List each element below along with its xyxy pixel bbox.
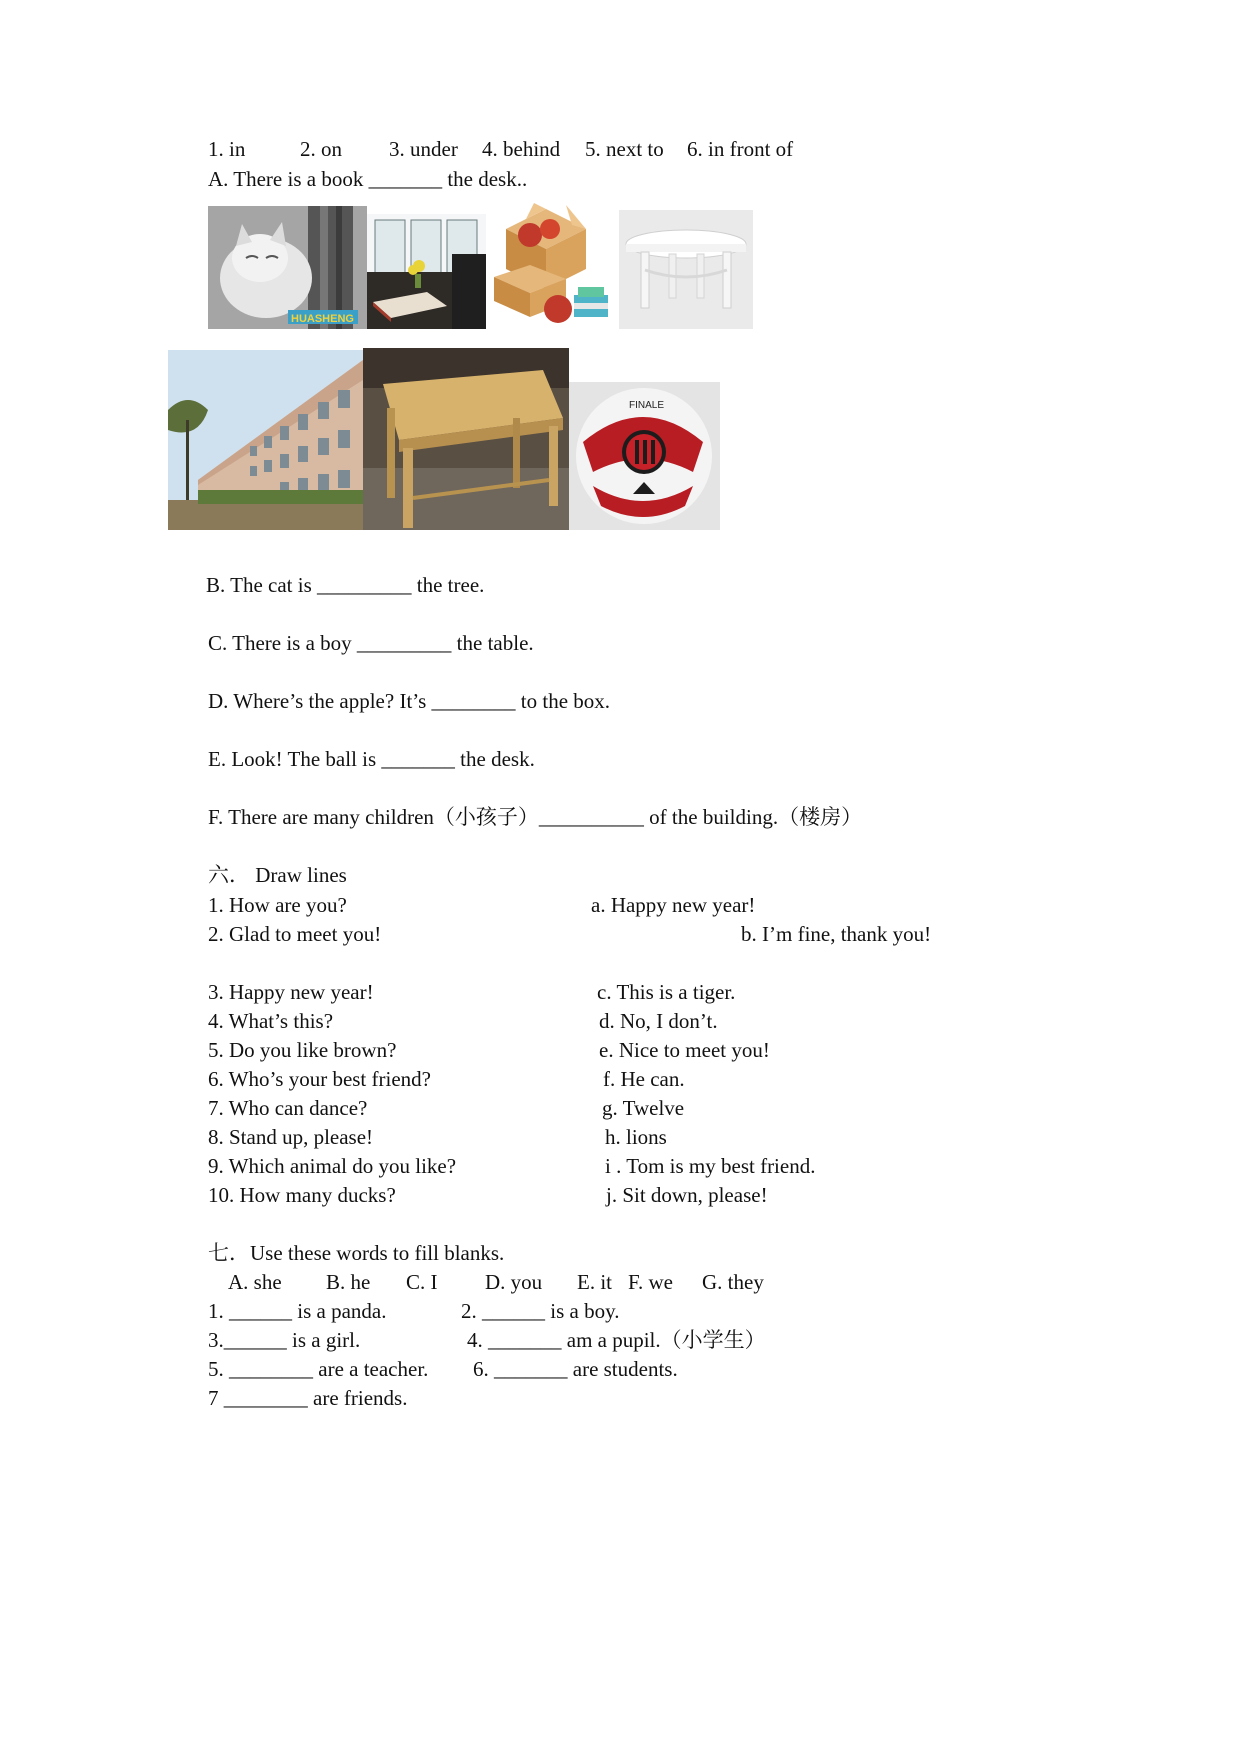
ball-finale-text: FINALE bbox=[629, 400, 665, 411]
sentence-e: E. Look! The ball is _______ the desk. bbox=[208, 747, 535, 771]
sentence-b: B. The cat is _________ the tree. bbox=[206, 573, 485, 597]
question-10: 10. How many ducks? bbox=[208, 1183, 396, 1207]
cat-by-tree-image bbox=[208, 206, 367, 329]
answer-i: i . Tom is my best friend. bbox=[605, 1154, 816, 1178]
blank-item-1: 1. ______ is a panda. bbox=[208, 1299, 387, 1323]
answer-j: j. Sit down, please! bbox=[606, 1183, 768, 1207]
blank-item-3: 3.______ is a girl. bbox=[208, 1328, 361, 1352]
answer-f: f. He can. bbox=[603, 1067, 685, 1091]
book-on-desk-image bbox=[367, 214, 486, 329]
question-7: 7. Who can dance? bbox=[208, 1096, 368, 1120]
word-on: 2. on bbox=[300, 137, 342, 161]
pronoun-it: E. it bbox=[577, 1270, 612, 1294]
question-2: 2. Glad to meet you! bbox=[208, 922, 382, 946]
wooden-desk-image bbox=[363, 348, 569, 530]
pronoun-we: F. we bbox=[628, 1270, 673, 1294]
school-building-image bbox=[168, 350, 363, 530]
answer-d: d. No, I don’t. bbox=[599, 1009, 718, 1033]
pronoun-you: D. you bbox=[485, 1270, 543, 1294]
pronoun-i: C. I bbox=[406, 1270, 438, 1294]
word-behind: 4. behind bbox=[482, 137, 561, 161]
question-1: 1. How are you? bbox=[208, 893, 347, 917]
answer-e: e. Nice to meet you! bbox=[599, 1038, 770, 1062]
pronoun-he: B. he bbox=[326, 1270, 371, 1294]
answer-b: b. I’m fine, thank you! bbox=[741, 922, 932, 946]
question-4: 4. What’s this? bbox=[208, 1009, 334, 1033]
soccer-ball-image bbox=[569, 382, 720, 530]
answer-a: a. Happy new year! bbox=[591, 893, 756, 917]
question-8: 8. Stand up, please! bbox=[208, 1125, 374, 1149]
blank-item-5: 5. ________ are a teacher. bbox=[208, 1357, 429, 1381]
blank-item-7: 7 ________ are friends. bbox=[208, 1386, 408, 1410]
question-5: 5. Do you like brown? bbox=[208, 1038, 397, 1062]
pronoun-they: G. they bbox=[702, 1270, 764, 1294]
answer-h: h. lions bbox=[605, 1125, 667, 1149]
section7-title: 七．Use these words to fill blanks. bbox=[208, 1241, 505, 1265]
word-in: 1. in bbox=[208, 137, 246, 161]
question-6: 6. Who’s your best friend? bbox=[208, 1067, 431, 1091]
white-table-image bbox=[619, 210, 753, 329]
word-next-to: 5. next to bbox=[585, 137, 664, 161]
sentence-c: C. There is a boy _________ the table. bbox=[208, 631, 534, 655]
boxes-with-apples-image bbox=[486, 199, 614, 329]
answer-c: c. This is a tiger. bbox=[597, 980, 736, 1004]
answer-g: g. Twelve bbox=[602, 1096, 685, 1120]
sentence-d: D. Where’s the apple? It’s ________ to the box. bbox=[208, 689, 611, 713]
blank-item-6: 6. _______ are students. bbox=[473, 1357, 678, 1381]
blank-item-2: 2. ______ is a boy. bbox=[461, 1299, 620, 1323]
blank-item-4: 4. _______ am a pupil.（小学生） bbox=[467, 1328, 766, 1352]
question-3: 3. Happy new year! bbox=[208, 980, 374, 1004]
word-in-front-of: 6. in front of bbox=[687, 137, 794, 161]
section6-title: 六． Draw lines bbox=[208, 863, 347, 887]
watermark-text: HUASHENG bbox=[291, 313, 354, 325]
pronoun-she: A. she bbox=[228, 1270, 282, 1294]
question-9: 9. Which animal do you like? bbox=[208, 1154, 457, 1178]
sentence-f: F. There are many children（小孩子）__________ of the building.（楼房） bbox=[208, 805, 863, 829]
word-under: 3. under bbox=[389, 137, 458, 161]
sentence-a: A. There is a book _______ the desk.. bbox=[208, 167, 528, 191]
